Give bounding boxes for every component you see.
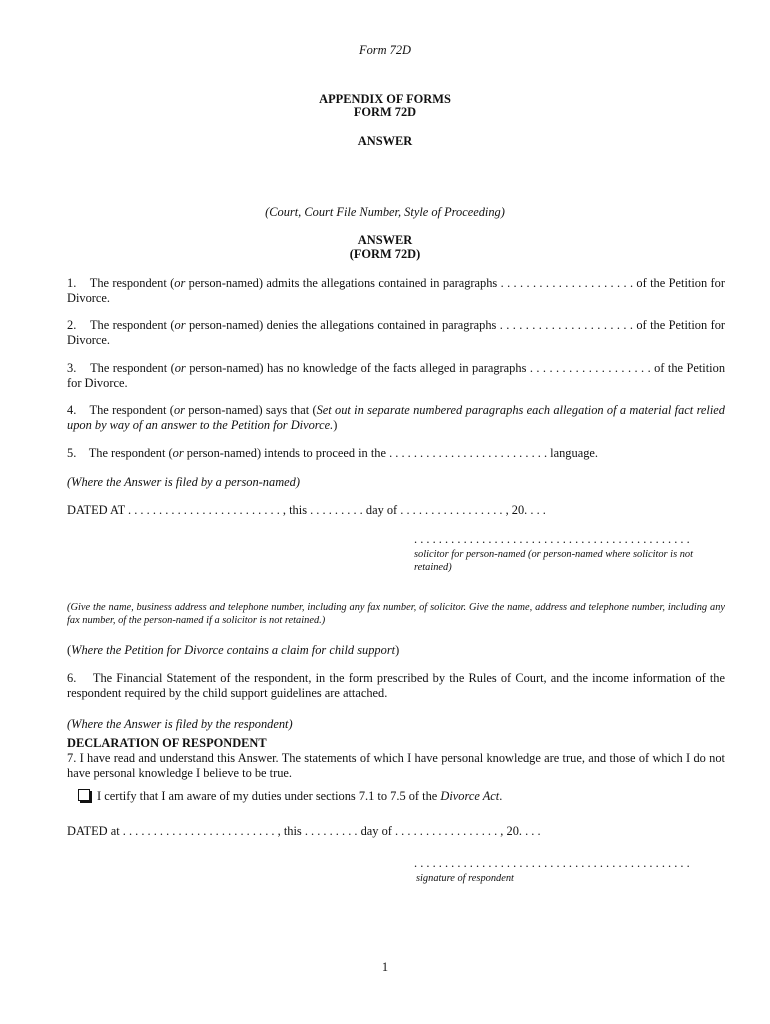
or-word: or — [174, 318, 186, 332]
paragraph-5 — [67, 446, 725, 461]
paragraph-text: person-named) says that ( — [184, 403, 317, 417]
instruction-text: Set out in separate numbered paragraphs each allegation of a material fact relied upon by way of an answer to the Petition for Divorce. — [67, 403, 726, 432]
or-word: or — [174, 276, 186, 290]
form-number: FORM 72D — [353, 105, 417, 119]
paragraph-number: 2. — [67, 318, 77, 332]
paragraph-1 — [67, 276, 725, 306]
dated-line-2: DATED at . . . . . . . . . . . . . . . . . . . . . . . . . , this . . . . . . . . . day of . . . . . . . . . . . . . . . . . , 20. . . . — [67, 824, 541, 838]
certify-text: I certify that I am aware of my duties under sections 7.1 to 7.5 of the — [97, 789, 441, 803]
paragraph-number: 4. — [67, 403, 77, 417]
page-number: 1 — [381, 960, 389, 974]
certify-row — [78, 789, 728, 804]
doc-title-line2: (FORM 72D) — [349, 247, 421, 261]
paragraph-4 — [67, 403, 725, 433]
signature-caption: solicitor for person-named (or person-named where solicitor is not retained) — [414, 549, 693, 573]
paragraph-number: 1. — [67, 276, 77, 290]
paragraph-text: person-named) denies the allegations contained in paragraphs . . . . . . . . . . . . . . . . . . . . . of the Petition for Divorce. — [67, 318, 726, 347]
paragraph-text: The respondent ( — [89, 318, 175, 332]
or-word: or — [173, 403, 185, 417]
paragraph-text: person-named) has no knowledge of the facts alleged in paragraphs . . . . . . . . . . . . . . . . . . . of the Petition for Divorce. — [67, 361, 726, 390]
paragraph-text: The respondent ( — [90, 361, 175, 375]
paragraph-text: The respondent ( — [88, 446, 173, 460]
form-name: ANSWER — [357, 134, 413, 148]
child-support-text: Where the Petition for Divorce contains a claim for child support — [71, 643, 396, 657]
paragraph-6 — [67, 671, 725, 701]
person-named-note: (Where the Answer is filed by a person-named) — [67, 475, 300, 489]
paragraph-2 — [67, 318, 725, 348]
declaration-heading: DECLARATION OF RESPONDENT — [67, 736, 267, 750]
divorce-act: Divorce Act — [440, 789, 500, 803]
respondent-signature-block — [414, 856, 726, 885]
running-title: Form 72D — [359, 43, 411, 57]
paragraph-text: The respondent ( — [89, 276, 175, 290]
child-support-note — [67, 643, 725, 658]
declaration-text: 7. I have read and understand this Answer. The statements of which I have personal knowledge are true, and those of which I do not have personal knowledge I believe to be true. — [67, 751, 725, 780]
paragraph-number: 6. — [67, 671, 77, 685]
court-line: (Court, Court File Number, Style of Proceeding) — [265, 205, 505, 219]
or-word: or — [172, 446, 184, 460]
signature-caption: signature of respondent — [416, 873, 514, 884]
paragraph-3 — [67, 361, 725, 391]
dated-line-1: DATED AT . . . . . . . . . . . . . . . . . . . . . . . . . , this . . . . . . . . . day of . . . . . . . . . . . . . . . . . , 20. . . . — [67, 503, 546, 517]
signature-line: . . . . . . . . . . . . . . . . . . . . . . . . . . . . . . . . . . . . . . . . . . . . . — [414, 856, 690, 870]
certify-period: . — [499, 789, 503, 803]
paragraph-text: The Financial Statement of the respondent, in the form prescribed by the Rules of Court, and the income information of the respondent required by the child support guidelines are attached. — [67, 671, 725, 700]
paren-open: ( — [67, 643, 72, 657]
appendix-title: APPENDIX OF FORMS — [319, 92, 451, 106]
signature-line: . . . . . . . . . . . . . . . . . . . . . . . . . . . . . . . . . . . . . . . . . . . . . — [414, 532, 690, 546]
paren-close: ) — [395, 643, 400, 657]
solicitor-signature-block — [414, 532, 726, 574]
certify-checkbox[interactable] — [78, 789, 90, 801]
doc-title-line1: ANSWER — [357, 233, 413, 247]
paragraph-text: person-named) intends to proceed in the . . . . . . . . . . . . . . . . . . . . . . . . . . language. — [183, 446, 598, 460]
respondent-note: (Where the Answer is filed by the respondent) — [67, 717, 293, 731]
paragraph-text: ) — [333, 418, 338, 432]
or-word: or — [174, 361, 186, 375]
paragraph-number: 3. — [67, 361, 77, 375]
paragraph-text: The respondent ( — [89, 403, 174, 417]
give-name-note: (Give the name, business address and telephone number, including any fax number, of solicitor. Give the name, address and telephone number, including any fax number, of the person-named if a solicitor is not retained.) — [67, 602, 725, 626]
paragraph-number: 5. — [67, 446, 77, 460]
paragraph-text: person-named) admits the allegations contained in paragraphs . . . . . . . . . . . . . . . . . . . . . of the Petition for Divorce. — [67, 276, 725, 305]
